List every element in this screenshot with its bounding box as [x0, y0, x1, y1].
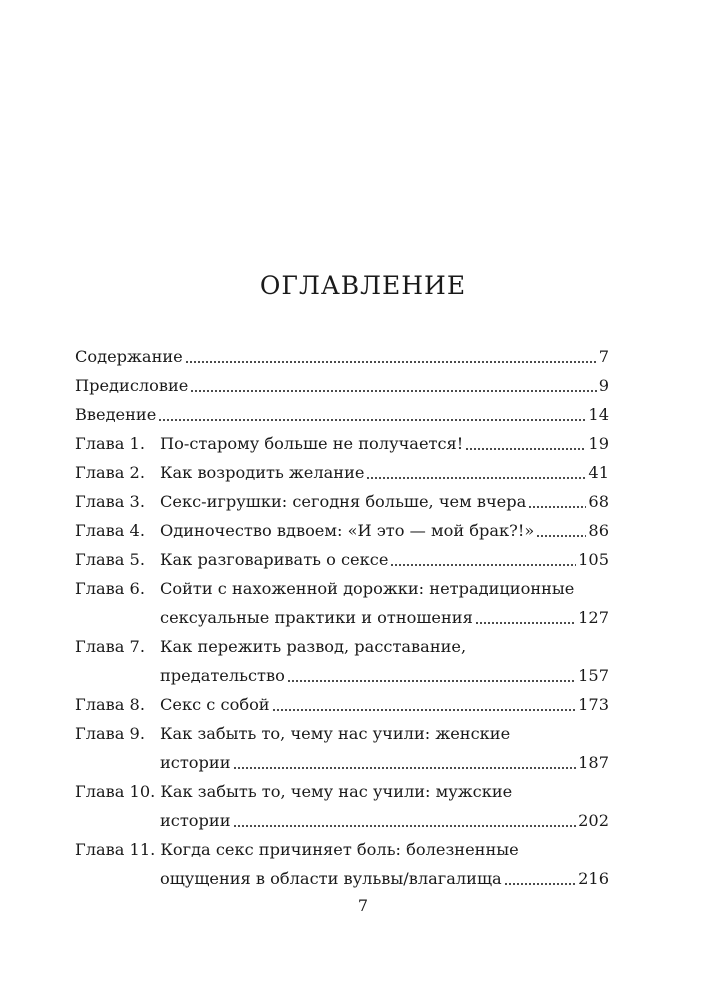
dot-leader: [233, 822, 577, 830]
chapter-title: Как забыть то, чему нас учили: женские: [160, 724, 511, 743]
toc-entry[interactable]: [75, 516, 609, 545]
page-ref: 41: [588, 463, 609, 482]
chapter-title: Как забыть то, чему нас учили: мужские: [160, 782, 513, 801]
toc-line: [75, 690, 609, 719]
dot-leader: [287, 677, 576, 685]
toc-line: [75, 574, 609, 603]
chapter-title: Секс с собой: [160, 695, 270, 714]
dot-leader: [475, 619, 576, 627]
toc-entry[interactable]: [75, 458, 609, 487]
toc-line: [75, 748, 609, 777]
chapter-label: Глава 7.: [75, 637, 146, 656]
toc-entry[interactable]: [75, 719, 609, 777]
chapter-label: Глава 4.: [75, 521, 146, 540]
toc-entry[interactable]: [75, 574, 609, 632]
toc-entry[interactable]: [75, 835, 609, 893]
dot-leader: [465, 445, 586, 453]
chapter-title: ощущения в области вульвы/влагалища: [160, 869, 502, 888]
toc-line: [75, 835, 609, 864]
toc-line: [75, 342, 609, 371]
toc-line: [75, 777, 609, 806]
chapter-label: Глава 3.: [75, 492, 146, 511]
chapter-label: Глава 9.: [75, 724, 146, 743]
dot-leader: [390, 561, 576, 569]
page-ref: 157: [578, 666, 609, 685]
toc-entry[interactable]: [75, 777, 609, 835]
chapter-title: Сойти с нахоженной дорожки: нетрадиционные: [160, 579, 575, 598]
dot-leader: [158, 416, 586, 424]
dot-leader: [272, 706, 576, 714]
toc-entry[interactable]: [75, 371, 609, 400]
chapter-title: Содержание: [75, 347, 183, 366]
dot-leader: [366, 474, 586, 482]
chapter-label: Глава 6.: [75, 579, 146, 598]
page-ref: 14: [588, 405, 609, 424]
chapter-title: Как пережить развод, расставание,: [160, 637, 467, 656]
chapter-label: Глава 8.: [75, 695, 146, 714]
page-ref: 202: [578, 811, 609, 830]
toc-line: [75, 661, 609, 690]
chapter-title: Предисловие: [75, 376, 189, 395]
toc-line: [75, 429, 609, 458]
toc-line: [75, 545, 609, 574]
chapter-title: Когда секс причиняет боль: болезненные: [160, 840, 519, 859]
toc-line: [75, 371, 609, 400]
chapter-label: Глава 1.: [75, 434, 146, 453]
toc-line: [75, 864, 609, 893]
chapter-label: Глава 10.: [75, 782, 156, 801]
toc-line: [75, 603, 609, 632]
chapter-label: Глава 11.: [75, 840, 156, 859]
page-ref: 216: [578, 869, 609, 888]
dot-leader: [190, 387, 596, 395]
chapter-label: Глава 2.: [75, 463, 146, 482]
toc-entry[interactable]: [75, 545, 609, 574]
page-number: 7: [357, 896, 369, 915]
page-ref: 173: [578, 695, 609, 714]
dot-leader: [504, 880, 576, 888]
toc-entry[interactable]: [75, 400, 609, 429]
toc-entry[interactable]: [75, 429, 609, 458]
chapter-title: Введение: [75, 405, 157, 424]
dot-leader: [185, 358, 597, 366]
chapter-title: предательство: [160, 666, 285, 685]
toc-line: [75, 487, 609, 516]
page-ref: 105: [578, 550, 609, 569]
chapter-title: истории: [160, 753, 231, 772]
toc-line: [75, 632, 609, 661]
page-ref: 19: [588, 434, 609, 453]
chapter-title: Как разговаривать о сексе: [160, 550, 389, 569]
dot-leader: [536, 532, 586, 540]
toc-line: [75, 516, 609, 545]
chapter-label: Глава 5.: [75, 550, 146, 569]
toc-entry[interactable]: [75, 632, 609, 690]
toc-entry[interactable]: [75, 342, 609, 371]
page-ref: 127: [578, 608, 609, 627]
toc-line: [75, 400, 609, 429]
toc-entry[interactable]: [75, 487, 609, 516]
toc-line: [75, 458, 609, 487]
toc-line: [75, 806, 609, 835]
page-ref: 68: [588, 492, 609, 511]
chapter-title: Одиночество вдвоем: «И это — мой брак?!»: [160, 521, 535, 540]
page-title: ОГЛАВЛЕНИЕ: [259, 271, 467, 300]
chapter-title: Секс-игрушки: сегодня больше, чем вчера: [160, 492, 527, 511]
dot-leader: [233, 764, 577, 772]
page-ref: 9: [598, 376, 609, 395]
page-ref: 187: [578, 753, 609, 772]
page-ref: 86: [588, 521, 609, 540]
chapter-title: Как возродить желание: [160, 463, 365, 482]
toc-entry[interactable]: [75, 690, 609, 719]
dot-leader: [528, 503, 586, 511]
chapter-title: сексуальные практики и отношения: [160, 608, 473, 627]
page-ref: 7: [598, 347, 609, 366]
chapter-title: По-старому больше не получается!: [160, 434, 464, 453]
table-of-contents: [75, 342, 609, 893]
toc-line: [75, 719, 609, 748]
chapter-title: истории: [160, 811, 231, 830]
